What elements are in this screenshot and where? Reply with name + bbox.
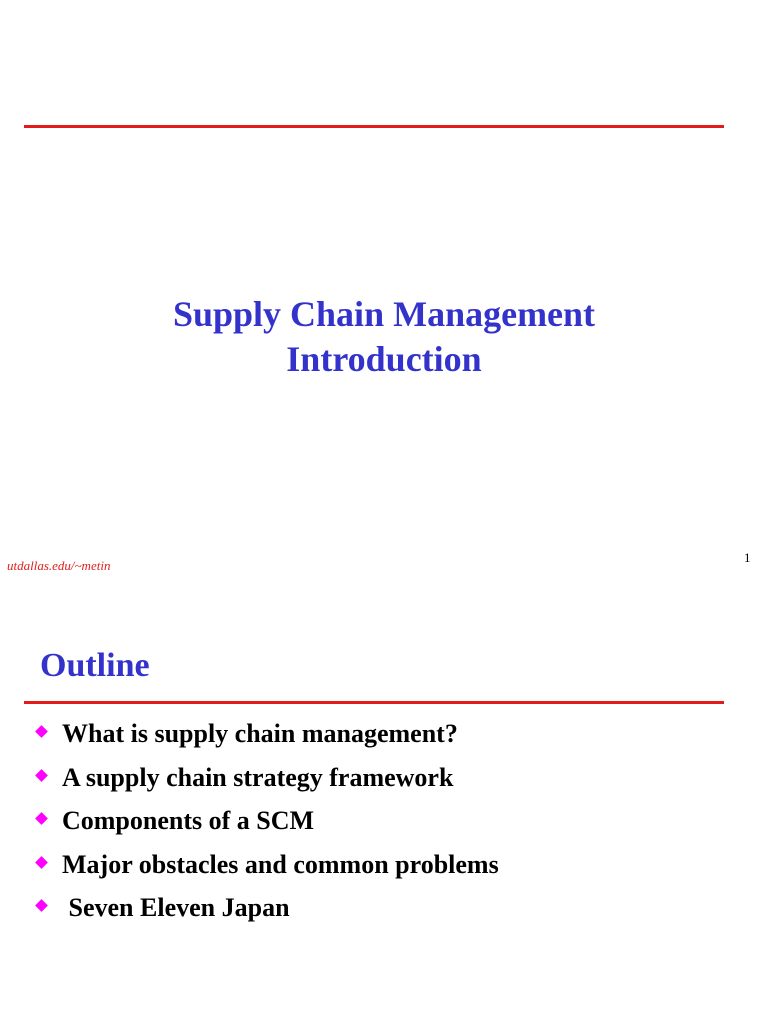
list-item-text: A supply chain strategy framework — [62, 762, 454, 792]
diamond-bullet-icon — [35, 899, 48, 912]
diamond-bullet-icon — [35, 856, 48, 869]
page-number: 1 — [744, 550, 751, 565]
slide-title-heading — [0, 292, 768, 382]
list-item — [0, 800, 768, 844]
diamond-bullet-icon — [35, 769, 48, 782]
list-item — [0, 844, 768, 888]
outline-divider — [24, 701, 724, 704]
list-item-text: Components of a SCM — [62, 806, 315, 835]
slide-outline — [0, 580, 768, 1024]
list-item — [0, 713, 768, 757]
list-item — [0, 757, 768, 801]
list-item-text: Seven Eleven Japan — [62, 893, 290, 922]
diamond-bullet-icon — [35, 812, 48, 825]
top-divider — [24, 125, 724, 128]
title-line-2: Introduction — [286, 339, 482, 380]
outline-list — [0, 713, 768, 931]
list-item — [0, 887, 768, 931]
list-item-text: Major obstacles and common problems — [62, 849, 499, 879]
diamond-bullet-icon — [35, 725, 48, 738]
footer-url: utdallas.edu/~metin — [7, 558, 111, 573]
outline-heading: Outline — [40, 647, 150, 684]
list-item-text: What is supply chain management? — [62, 719, 458, 748]
title-line-1: Supply Chain Management — [172, 294, 596, 335]
